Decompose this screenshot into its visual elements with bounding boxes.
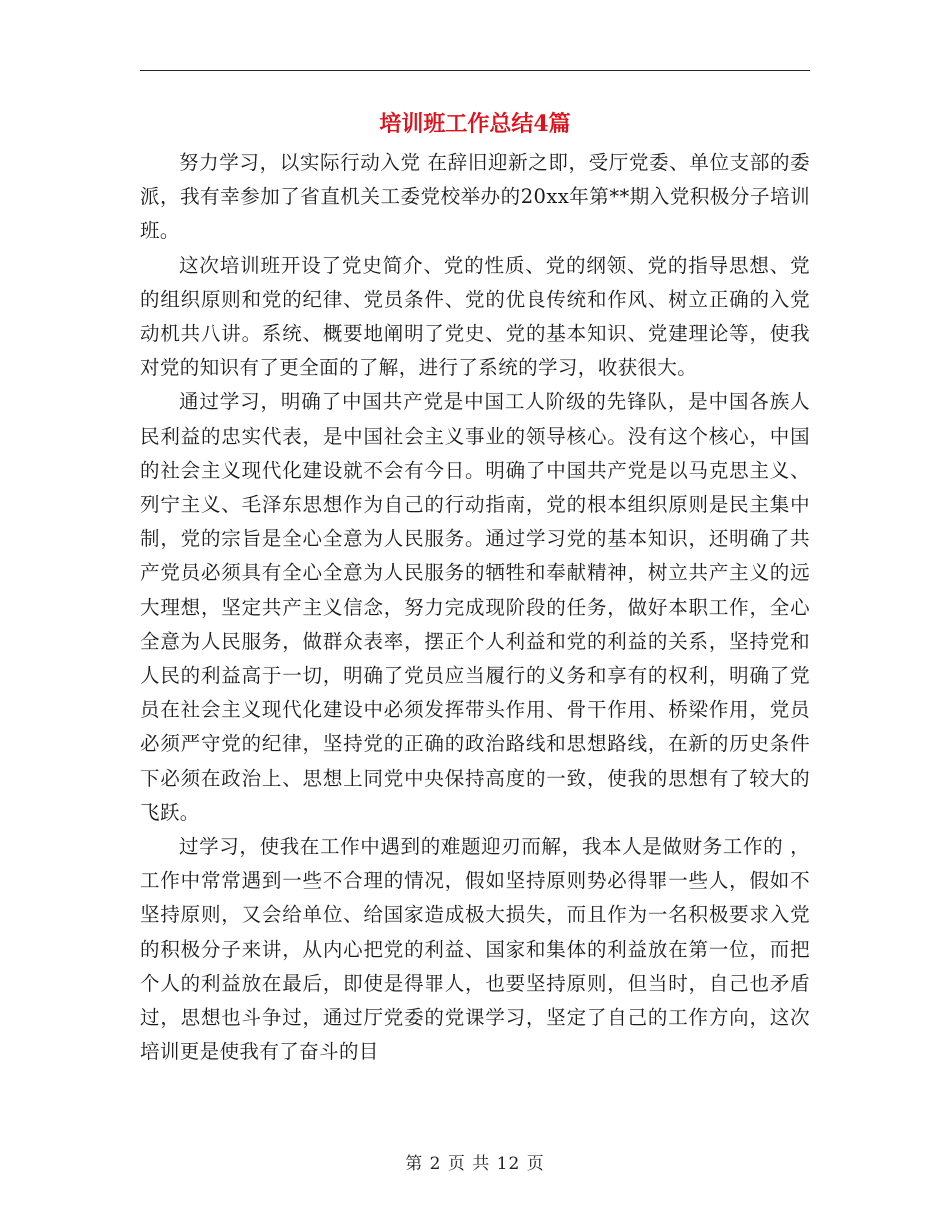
document-title: 培训班工作总结4篇 xyxy=(379,111,571,137)
paragraph: 努力学习，以实际行动入党 在辞旧迎新之即，受厅党委、单位支部的委派，我有幸参加了省直机关工委党校举办的20xx年第**期入党积极分子培训班。 xyxy=(140,151,810,243)
paragraph: 通过学习，明确了中国共产党是中国工人阶级的先锋队，是中国各族人民利益的忠实代表，是中国社会主义事业的领导核心。没有这个核心，中国的社会主义现代化建设就不会有今日。明确了中国共产党是以马克思主义、列宁主义、毛泽东思想作为自己的行动指南，党的根本组织原则是民主集中制，党的宗旨是全心全意为人民服务。通过学习党的基本知识，还明确了共产党员必须具有全心全意为人民服务的牺牲和奉献精神，树立共产主义的远大理想，坚定共产主义信念，努力完成现阶段的任务，做好本职工作，全心全意为人民服务，做群众表率，摆正个人利益和党的利益的关系，坚持党和人民的利益高于一切，明确了党员应当履行的义务和享有的权利，明确了党员在社会主义现代化建设中必须发挥带头作用、骨干作用、桥梁作用，党员必须严守党的纪律，坚持党的正确的政治路线和思想路线，在新的历史条件下必须在政治上、思想上同党中央保持高度的一致，使我的思想有了较大的飞跃。 xyxy=(140,390,810,824)
document-body xyxy=(140,146,810,1069)
header-rule xyxy=(140,70,810,71)
paragraph: 过学习，使我在工作中遇到的难题迎刃而解，我本人是做财务工作的 ，工作中常常遇到一些不合理的情况，假如坚持原则势必得罪一些人，假如不坚持原则，又会给单位、给国家造成极大损失，而且作为一名积极要求入党的积极分子来讲，从内心把党的利益、国家和集体的利益放在第一位，而把个人的利益放在最后，即使是得罪人，也要坚持原则，但当时，自己也矛盾过，思想也斗争过，通过厅党委的党课学习，坚定了自己的工作方向，这次培训更是使我有了奋斗的目 xyxy=(140,835,810,1064)
page-number-footer: 第 2 页 共 12 页 xyxy=(405,1154,545,1174)
paragraph: 这次培训班开设了党史简介、党的性质、党的纲领、党的指导思想、党的组织原则和党的纪律、党员条件、党的优良传统和作风、树立正确的入党动机共八讲。系统、概要地阐明了党史、党的基本知识、党建理论等，使我对党的知识有了更全面的了解，进行了系统的学习，收获很大。 xyxy=(140,253,810,380)
